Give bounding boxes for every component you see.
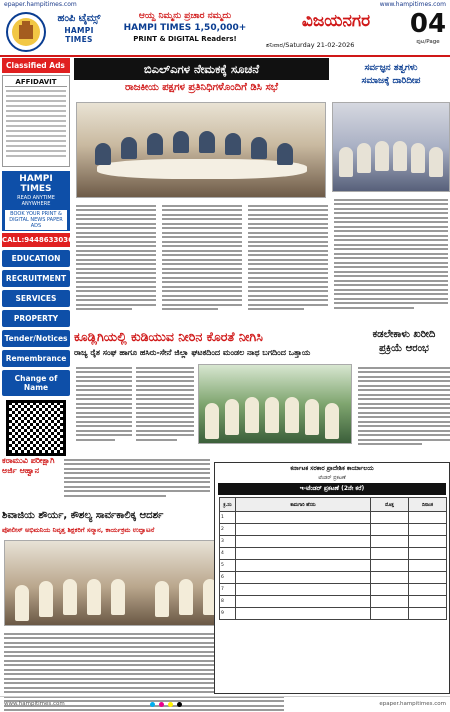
category-property[interactable]: PROPERTY: [2, 310, 70, 327]
tender-cell: 7: [220, 584, 236, 596]
issue-date: ಶನಿವಾರ/Saturday 21-02-2026: [266, 41, 355, 49]
tender-notice[interactable]: [214, 462, 450, 694]
brand-name-english: HAMPI TIMES: [64, 26, 94, 44]
table-row: [220, 572, 447, 584]
story5-headline[interactable]: ಶಿವಾಜಿಯ ಶೌರ್ಯ, ಕೌಶಲ್ಯ ಸಾರ್ವಕಾಲಿಕ್ಕ ಆದರ್ಶ: [2, 510, 164, 521]
ad-phone[interactable]: CALL:9448633036: [2, 233, 70, 247]
story3-headline[interactable]: ಕೂಡ್ಲಿಗಿಯಲ್ಲಿ ಕುಡಿಯುವ ನೀರಿನ ಕೊರತೆ ನೀಗಿಸಿ: [74, 329, 263, 344]
story1-body-col2: [162, 202, 242, 322]
registration-marks-icon: [150, 702, 182, 707]
story1-body-col3: [248, 202, 328, 322]
story2-headline-line2: ಸಮಾಜಕ್ಕೆ ದಾರಿದೀಪ: [361, 76, 421, 86]
tender-cell: 1: [220, 512, 236, 524]
tender-subtitle: ಟೆಂಡರ್ ಪ್ರಕಟಣೆ: [318, 475, 346, 481]
story3-body-col2: [136, 364, 194, 450]
epaper-url[interactable]: epaper.hampitimes.com: [4, 1, 77, 8]
tender-cell: 9: [220, 608, 236, 620]
category-services[interactable]: SERVICES: [2, 290, 70, 307]
story2-photo: [332, 102, 450, 192]
table-row: [220, 512, 447, 524]
category-change-of-name[interactable]: Change of Name: [2, 370, 70, 396]
hampi-times-ad[interactable]: [2, 171, 70, 231]
tender-cell: 8: [220, 596, 236, 608]
promo-line-2: HAMPI TIMES 1,50,000+: [123, 23, 247, 33]
story4-body: [358, 364, 450, 456]
ad-title: HAMPI TIMES: [19, 174, 53, 194]
story4-headline-line1: ಕಡಲೇಕಾಳು ಖರೀದಿ: [372, 329, 436, 340]
category-recruitment[interactable]: RECRUITMENT: [2, 270, 70, 287]
tender-cell: 6: [220, 572, 236, 584]
table-row: [220, 524, 447, 536]
tender-cell: 2: [220, 524, 236, 536]
story1-headline[interactable]: ಬಿಎಲ್‌ಎಗಳ ನೇಮಕಕ್ಕೆ ಸೂಚನೆ: [74, 58, 329, 80]
table-row: [220, 560, 447, 572]
story1-body-col1: [76, 202, 156, 322]
tender-col-header: ಕ್ರ.ಸಂ: [220, 498, 236, 512]
page-label: ಪುಟ/Page: [416, 39, 440, 45]
promo-line-3: PRINT & DIGITAL Readers!: [133, 35, 237, 43]
readership-promo: [110, 11, 260, 53]
tender-col-header: ಮೊತ್ತ: [371, 498, 409, 512]
footer-bar: [0, 696, 450, 712]
qr-code-icon[interactable]: [6, 400, 66, 456]
page-number: 04: [409, 9, 447, 39]
brand-name: [50, 13, 108, 51]
tender-col-header: ಕಾಮಗಾರಿ ಹೆಸರು: [236, 498, 371, 512]
story4-headline-line2: ಪ್ರಕ್ರಿಯೆ ಆರಂಭ: [379, 343, 429, 354]
footer-left-url[interactable]: www.hampitimes.com: [4, 701, 65, 707]
category-remembrance[interactable]: Remembrance: [2, 350, 70, 367]
tender-title: ಕರ್ನಾಟಕ ಸರಕಾರ ಪ್ರಾದೇಶಿಕ ಕಾರ್ಯಾಲಯ: [290, 465, 374, 472]
table-row: [220, 608, 447, 620]
meeting-table-shape: [97, 159, 307, 179]
category-tender-notices[interactable]: Tender/Notices: [2, 330, 70, 347]
story5-subhead: ಪೋಲೀಸ್ ಅಭಿಮನಿಯ ನಿವೃತ್ತ ಶಿಕ್ಷಕರಿಗೆ ಸನ್ಮಾನ, ಕಾರ್ಯಕ್ರಮ ಉದ್ಘಾಟನೆ: [2, 526, 155, 534]
edition-block: [262, 11, 410, 53]
story4-headline[interactable]: [358, 328, 450, 362]
ad-box: BOOK YOUR PRINT & DIGITAL NEWS PAPER ADS: [5, 210, 67, 230]
tender-bar: ಇ-ಟೆಂಡರ್ ಪ್ರಕಟಣೆ (2ನೇ ಕರೆ): [218, 483, 446, 495]
website-url[interactable]: www.hampitimes.com: [379, 1, 446, 8]
tender-cell: 5: [220, 560, 236, 572]
story2-headline-line1: ಸರ್ವಜ್ಞನ ತತ್ವಗಳು: [364, 63, 418, 73]
story2-headline[interactable]: [332, 58, 450, 98]
classified-ads-heading: Classified Ads: [2, 58, 70, 73]
table-row: [220, 548, 447, 560]
story3-body-col1: [76, 364, 132, 450]
story1-subhead: ರಾಜಕೀಯ ಪಕ್ಷಗಳ ಪ್ರತಿನಿಧಿಗಳೊಂದಿಗೆ ಡಿಸಿ ಸಭೆ: [124, 82, 279, 93]
masthead: [0, 9, 450, 55]
story5-mini-headline[interactable]: ಕರಾಮುವಿ ಪರೀಕ್ಷಾಗಿ ಅರ್ಜಿ ಆಹ್ವಾನ: [2, 456, 55, 475]
affidavit-title: AFFIDAVIT: [5, 78, 67, 87]
masthead-divider: [0, 55, 450, 57]
tender-cell: 3: [220, 536, 236, 548]
story3-subhead: ರಾಜ್ಯ ರೈತ ಸಂಘ ಹಾಗೂ ಹಸಿರು-ಸೇನೆ ಜಿಲ್ಲಾ ಘಟಕದಿಂದ ಮಂಡಲ ನಾಥ ಬಗದಿಂದ ಒತ್ತಾಯ: [74, 348, 311, 357]
story1-meeting-photo: [76, 102, 326, 198]
table-row: [220, 596, 447, 608]
brand-name-kannada: ಹಂಪಿ ಟೈಮ್ಸ್: [57, 13, 101, 24]
story2-body: [334, 196, 448, 322]
page-number-block: [408, 9, 448, 53]
promo-line-1: ಆಯ್ದ ನಿಮ್ಮನು ಪ್ರಚಾರ ನಮ್ಮದು: [138, 11, 232, 21]
story3-protest-photo: [198, 364, 352, 444]
affidavit-notice: [2, 75, 70, 167]
story5-mini-body: [64, 456, 210, 504]
footer-right-url[interactable]: epaper.hampitimes.com: [379, 701, 446, 707]
category-education[interactable]: EDUCATION: [2, 250, 70, 267]
edition-name: ವಿಜಯನಗರ: [301, 11, 371, 31]
tender-col-header: ದಿನಾಂಕ: [409, 498, 447, 512]
tender-table: [219, 497, 447, 620]
ad-subtitle: READ ANYTIME ANYWHERE: [17, 195, 55, 207]
table-row: [220, 584, 447, 596]
hampi-times-logo-icon: [4, 11, 48, 53]
top-url-bar: [0, 0, 450, 9]
tender-cell: 4: [220, 548, 236, 560]
table-row: [220, 536, 447, 548]
